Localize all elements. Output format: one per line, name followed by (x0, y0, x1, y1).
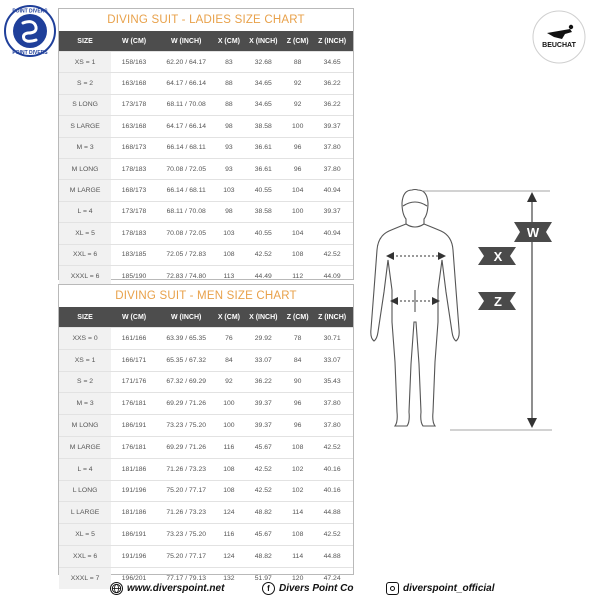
table-cell: 36.22 (311, 73, 353, 94)
table-cell: 44.09 (311, 265, 353, 286)
table-row (59, 223, 353, 244)
z-label: Z (494, 294, 502, 309)
table-cell: 44.88 (311, 545, 353, 567)
table-cell: 161/166 (111, 328, 157, 350)
table-cell: 68.11 / 70.08 (157, 201, 215, 222)
table-cell: 40.94 (311, 180, 353, 201)
table-cell: 42.52 (242, 458, 284, 480)
table-cell: 83 (215, 52, 242, 73)
table-cell: 45.67 (242, 524, 284, 546)
instagram-link[interactable] (386, 582, 495, 595)
table-cell: 114 (284, 502, 311, 524)
table-cell: 108 (215, 458, 242, 480)
size-cell: M LARGE (59, 436, 111, 458)
table-cell: 84 (284, 349, 311, 371)
size-cell: XXL = 6 (59, 244, 111, 265)
table-cell: 98 (215, 116, 242, 137)
size-cell: M = 3 (59, 393, 111, 415)
divers-point-logo (4, 5, 56, 57)
table-cell: 120 (284, 567, 311, 588)
table-row (59, 458, 353, 480)
instagram-text: diverspoint_official (403, 583, 495, 594)
table-cell: 103 (215, 223, 242, 244)
table-cell: 191/196 (111, 545, 157, 567)
table-cell: 73.23 / 75.20 (157, 524, 215, 546)
table-cell: 69.29 / 71.26 (157, 393, 215, 415)
table-cell: 176/181 (111, 436, 157, 458)
table-cell: 124 (215, 502, 242, 524)
logo-text-top: POINT DIVERS (12, 8, 48, 15)
table-cell: 72.05 / 72.83 (157, 244, 215, 265)
table-row (59, 415, 353, 437)
table-cell: 39.37 (242, 393, 284, 415)
body-outline (371, 190, 459, 427)
facebook-text: Divers Point Co (279, 583, 354, 594)
table-row (59, 73, 353, 94)
table-cell: 42.52 (242, 244, 284, 265)
ladies-header-cell: Z (CM) (284, 31, 311, 52)
men-size-chart (58, 284, 354, 582)
table-cell: 35.43 (311, 371, 353, 393)
table-cell: 108 (284, 244, 311, 265)
table-cell: 116 (215, 524, 242, 546)
table-cell: 108 (215, 480, 242, 502)
website-text: www.diverspoint.net (127, 583, 225, 594)
beuchat-text: BEUCHAT (542, 42, 576, 49)
table-cell: 33.07 (311, 349, 353, 371)
size-cell: L LARGE (59, 502, 111, 524)
size-cell: M = 3 (59, 137, 111, 158)
table-cell: 102 (284, 458, 311, 480)
table-cell: 37.80 (311, 158, 353, 179)
table-cell: 64.17 / 66.14 (157, 116, 215, 137)
table-cell: 45.67 (242, 436, 284, 458)
table-cell: 92 (284, 73, 311, 94)
size-cell: L LONG (59, 480, 111, 502)
men-header-cell: SIZE (59, 307, 111, 328)
table-cell: 112 (284, 265, 311, 286)
table-row (59, 393, 353, 415)
table-cell: 163/168 (111, 73, 157, 94)
table-cell: 42.52 (311, 436, 353, 458)
table-row (59, 502, 353, 524)
size-cell: M LONG (59, 158, 111, 179)
ladies-header-cell: W (CM) (111, 31, 157, 52)
table-cell: 96 (284, 158, 311, 179)
ladies-header-cell: W (INCH) (157, 31, 215, 52)
table-cell: 96 (284, 415, 311, 437)
table-cell: 40.94 (311, 223, 353, 244)
table-cell: 166/171 (111, 349, 157, 371)
table-cell: 92 (284, 94, 311, 115)
table-row (59, 371, 353, 393)
table-cell: 33.07 (242, 349, 284, 371)
size-cell: XS = 1 (59, 349, 111, 371)
table-row (59, 436, 353, 458)
table-cell: 181/186 (111, 502, 157, 524)
size-cell: S = 2 (59, 73, 111, 94)
table-cell: 48.82 (242, 502, 284, 524)
table-cell: 77.17 / 79.13 (157, 567, 215, 588)
table-row (59, 137, 353, 158)
table-cell: 40.16 (311, 458, 353, 480)
facebook-link[interactable] (262, 582, 353, 595)
table-cell: 132 (215, 567, 242, 588)
table-cell: 96 (284, 137, 311, 158)
table-cell: 44.49 (242, 265, 284, 286)
table-cell: 100 (284, 201, 311, 222)
men-size-table (59, 307, 353, 589)
table-row (59, 349, 353, 371)
table-cell: 103 (215, 180, 242, 201)
table-cell: 185/190 (111, 265, 157, 286)
table-cell: 42.52 (311, 524, 353, 546)
size-cell: S LONG (59, 94, 111, 115)
table-cell: 168/173 (111, 180, 157, 201)
table-cell: 93 (215, 137, 242, 158)
table-cell: 72.83 / 74.80 (157, 265, 215, 286)
table-cell: 39.37 (311, 116, 353, 137)
table-cell: 73.23 / 75.20 (157, 415, 215, 437)
table-cell: 37.80 (311, 137, 353, 158)
table-cell: 98 (215, 201, 242, 222)
table-cell: 114 (284, 545, 311, 567)
table-cell: 176/181 (111, 393, 157, 415)
table-row (59, 201, 353, 222)
table-cell: 75.20 / 77.17 (157, 545, 215, 567)
table-cell: 92 (215, 371, 242, 393)
table-cell: 116 (215, 436, 242, 458)
table-cell: 186/191 (111, 415, 157, 437)
table-cell: 48.82 (242, 545, 284, 567)
table-cell: 76 (215, 328, 242, 350)
w-arrow-top-icon (527, 192, 537, 202)
table-row (59, 480, 353, 502)
size-cell: M LARGE (59, 180, 111, 201)
table-cell: 36.22 (311, 94, 353, 115)
table-cell: 108 (284, 524, 311, 546)
z-arrow-left-icon (390, 297, 398, 305)
table-row (59, 94, 353, 115)
z-arrow-right-icon (432, 297, 440, 305)
table-cell: 84 (215, 349, 242, 371)
table-cell: 173/178 (111, 201, 157, 222)
table-cell: 42.52 (242, 480, 284, 502)
table-cell: 178/183 (111, 223, 157, 244)
table-cell: 173/178 (111, 94, 157, 115)
table-cell: 71.26 / 73.23 (157, 458, 215, 480)
table-cell: 39.37 (311, 201, 353, 222)
table-cell: 78 (284, 328, 311, 350)
table-cell: 88 (284, 52, 311, 73)
ladies-header-cell: Z (INCH) (311, 31, 353, 52)
table-cell: 90 (284, 371, 311, 393)
table-cell: 34.65 (242, 94, 284, 115)
table-cell: 104 (284, 223, 311, 244)
men-chart-title: DIVING SUIT - MEN SIZE CHART (115, 290, 297, 302)
table-cell: 38.58 (242, 116, 284, 137)
table-cell: 183/185 (111, 244, 157, 265)
table-cell: 96 (284, 393, 311, 415)
table-cell: 47.24 (311, 567, 353, 588)
table-cell: 191/196 (111, 480, 157, 502)
x-arrow-right-icon (438, 252, 446, 260)
table-cell: 30.71 (311, 328, 353, 350)
table-cell: 44.88 (311, 502, 353, 524)
x-arrow-left-icon (386, 252, 394, 260)
table-cell: 36.61 (242, 137, 284, 158)
table-row (59, 158, 353, 179)
men-header-cell: Z (CM) (284, 307, 311, 328)
table-cell: 66.14 / 68.11 (157, 180, 215, 201)
table-row (59, 52, 353, 73)
size-cell: XXXL = 6 (59, 265, 111, 286)
table-row (59, 545, 353, 567)
table-cell: 186/191 (111, 524, 157, 546)
table-cell: 168/173 (111, 137, 157, 158)
table-cell: 63.39 / 65.35 (157, 328, 215, 350)
size-cell: XXL = 6 (59, 545, 111, 567)
table-cell: 93 (215, 158, 242, 179)
table-cell: 71.26 / 73.23 (157, 502, 215, 524)
men-header-cell: X (INCH) (242, 307, 284, 328)
men-header-cell: Z (INCH) (311, 307, 353, 328)
table-cell: 88 (215, 73, 242, 94)
table-cell: 124 (215, 545, 242, 567)
body-measurement-figure (362, 186, 562, 436)
table-row (59, 244, 353, 265)
table-cell: 62.20 / 64.17 (157, 52, 215, 73)
table-cell: 196/201 (111, 567, 157, 588)
ladies-size-chart (58, 8, 354, 280)
table-cell: 32.68 (242, 52, 284, 73)
ladies-header-cell: X (INCH) (242, 31, 284, 52)
table-row (59, 180, 353, 201)
size-cell: L = 4 (59, 201, 111, 222)
table-cell: 37.80 (311, 415, 353, 437)
website-link[interactable] (110, 582, 224, 595)
w-arrow-bottom-icon (527, 418, 537, 428)
ladies-size-table (59, 31, 353, 286)
table-row (59, 116, 353, 137)
beuchat-logo (532, 10, 586, 64)
table-cell: 108 (284, 436, 311, 458)
table-cell: 75.20 / 77.17 (157, 480, 215, 502)
table-cell: 34.65 (311, 52, 353, 73)
table-cell: 100 (215, 415, 242, 437)
table-cell: 178/183 (111, 158, 157, 179)
size-cell: XL = 5 (59, 223, 111, 244)
table-cell: 36.61 (242, 158, 284, 179)
ladies-chart-title: DIVING SUIT - LADIES SIZE CHART (107, 14, 305, 26)
table-cell: 42.52 (311, 244, 353, 265)
table-cell: 51.97 (242, 567, 284, 588)
table-cell: 37.80 (311, 393, 353, 415)
table-cell: 69.29 / 71.26 (157, 436, 215, 458)
size-cell: L = 4 (59, 458, 111, 480)
table-cell: 34.65 (242, 73, 284, 94)
table-cell: 65.35 / 67.32 (157, 349, 215, 371)
table-cell: 36.22 (242, 371, 284, 393)
footer (0, 578, 600, 600)
table-cell: 158/163 (111, 52, 157, 73)
ladies-header-cell: X (CM) (215, 31, 242, 52)
table-cell: 100 (215, 393, 242, 415)
men-header-cell: W (INCH) (157, 307, 215, 328)
table-cell: 102 (284, 480, 311, 502)
men-header-cell: W (CM) (111, 307, 157, 328)
table-cell: 70.08 / 72.05 (157, 223, 215, 244)
size-cell: M LONG (59, 415, 111, 437)
table-cell: 64.17 / 66.14 (157, 73, 215, 94)
table-cell: 108 (215, 244, 242, 265)
men-header-cell: X (CM) (215, 307, 242, 328)
table-cell: 70.08 / 72.05 (157, 158, 215, 179)
table-cell: 104 (284, 180, 311, 201)
instagram-icon (386, 582, 399, 595)
table-cell: 171/176 (111, 371, 157, 393)
table-row (59, 524, 353, 546)
size-cell: XXS = 0 (59, 328, 111, 350)
table-cell: 40.55 (242, 223, 284, 244)
table-cell: 163/168 (111, 116, 157, 137)
size-cell: XS = 1 (59, 52, 111, 73)
globe-icon (110, 582, 123, 595)
table-cell: 113 (215, 265, 242, 286)
size-cell: XL = 5 (59, 524, 111, 546)
table-cell: 67.32 / 69.29 (157, 371, 215, 393)
table-cell: 100 (284, 116, 311, 137)
table-cell: 88 (215, 94, 242, 115)
table-cell: 40.55 (242, 180, 284, 201)
table-cell: 66.14 / 68.11 (157, 137, 215, 158)
table-cell: 181/186 (111, 458, 157, 480)
size-cell: S LARGE (59, 116, 111, 137)
ladies-header-cell: SIZE (59, 31, 111, 52)
table-row (59, 328, 353, 350)
table-cell: 68.11 / 70.08 (157, 94, 215, 115)
table-cell: 29.92 (242, 328, 284, 350)
facebook-icon: f (262, 582, 275, 595)
table-cell: 39.37 (242, 415, 284, 437)
logo-text-bottom: POINT DIVERS (12, 50, 48, 56)
w-label: W (526, 225, 540, 240)
table-cell: 38.58 (242, 201, 284, 222)
size-cell: XXXL = 7 (59, 567, 111, 588)
x-label: X (493, 249, 503, 264)
table-cell: 40.16 (311, 480, 353, 502)
size-cell: S = 2 (59, 371, 111, 393)
